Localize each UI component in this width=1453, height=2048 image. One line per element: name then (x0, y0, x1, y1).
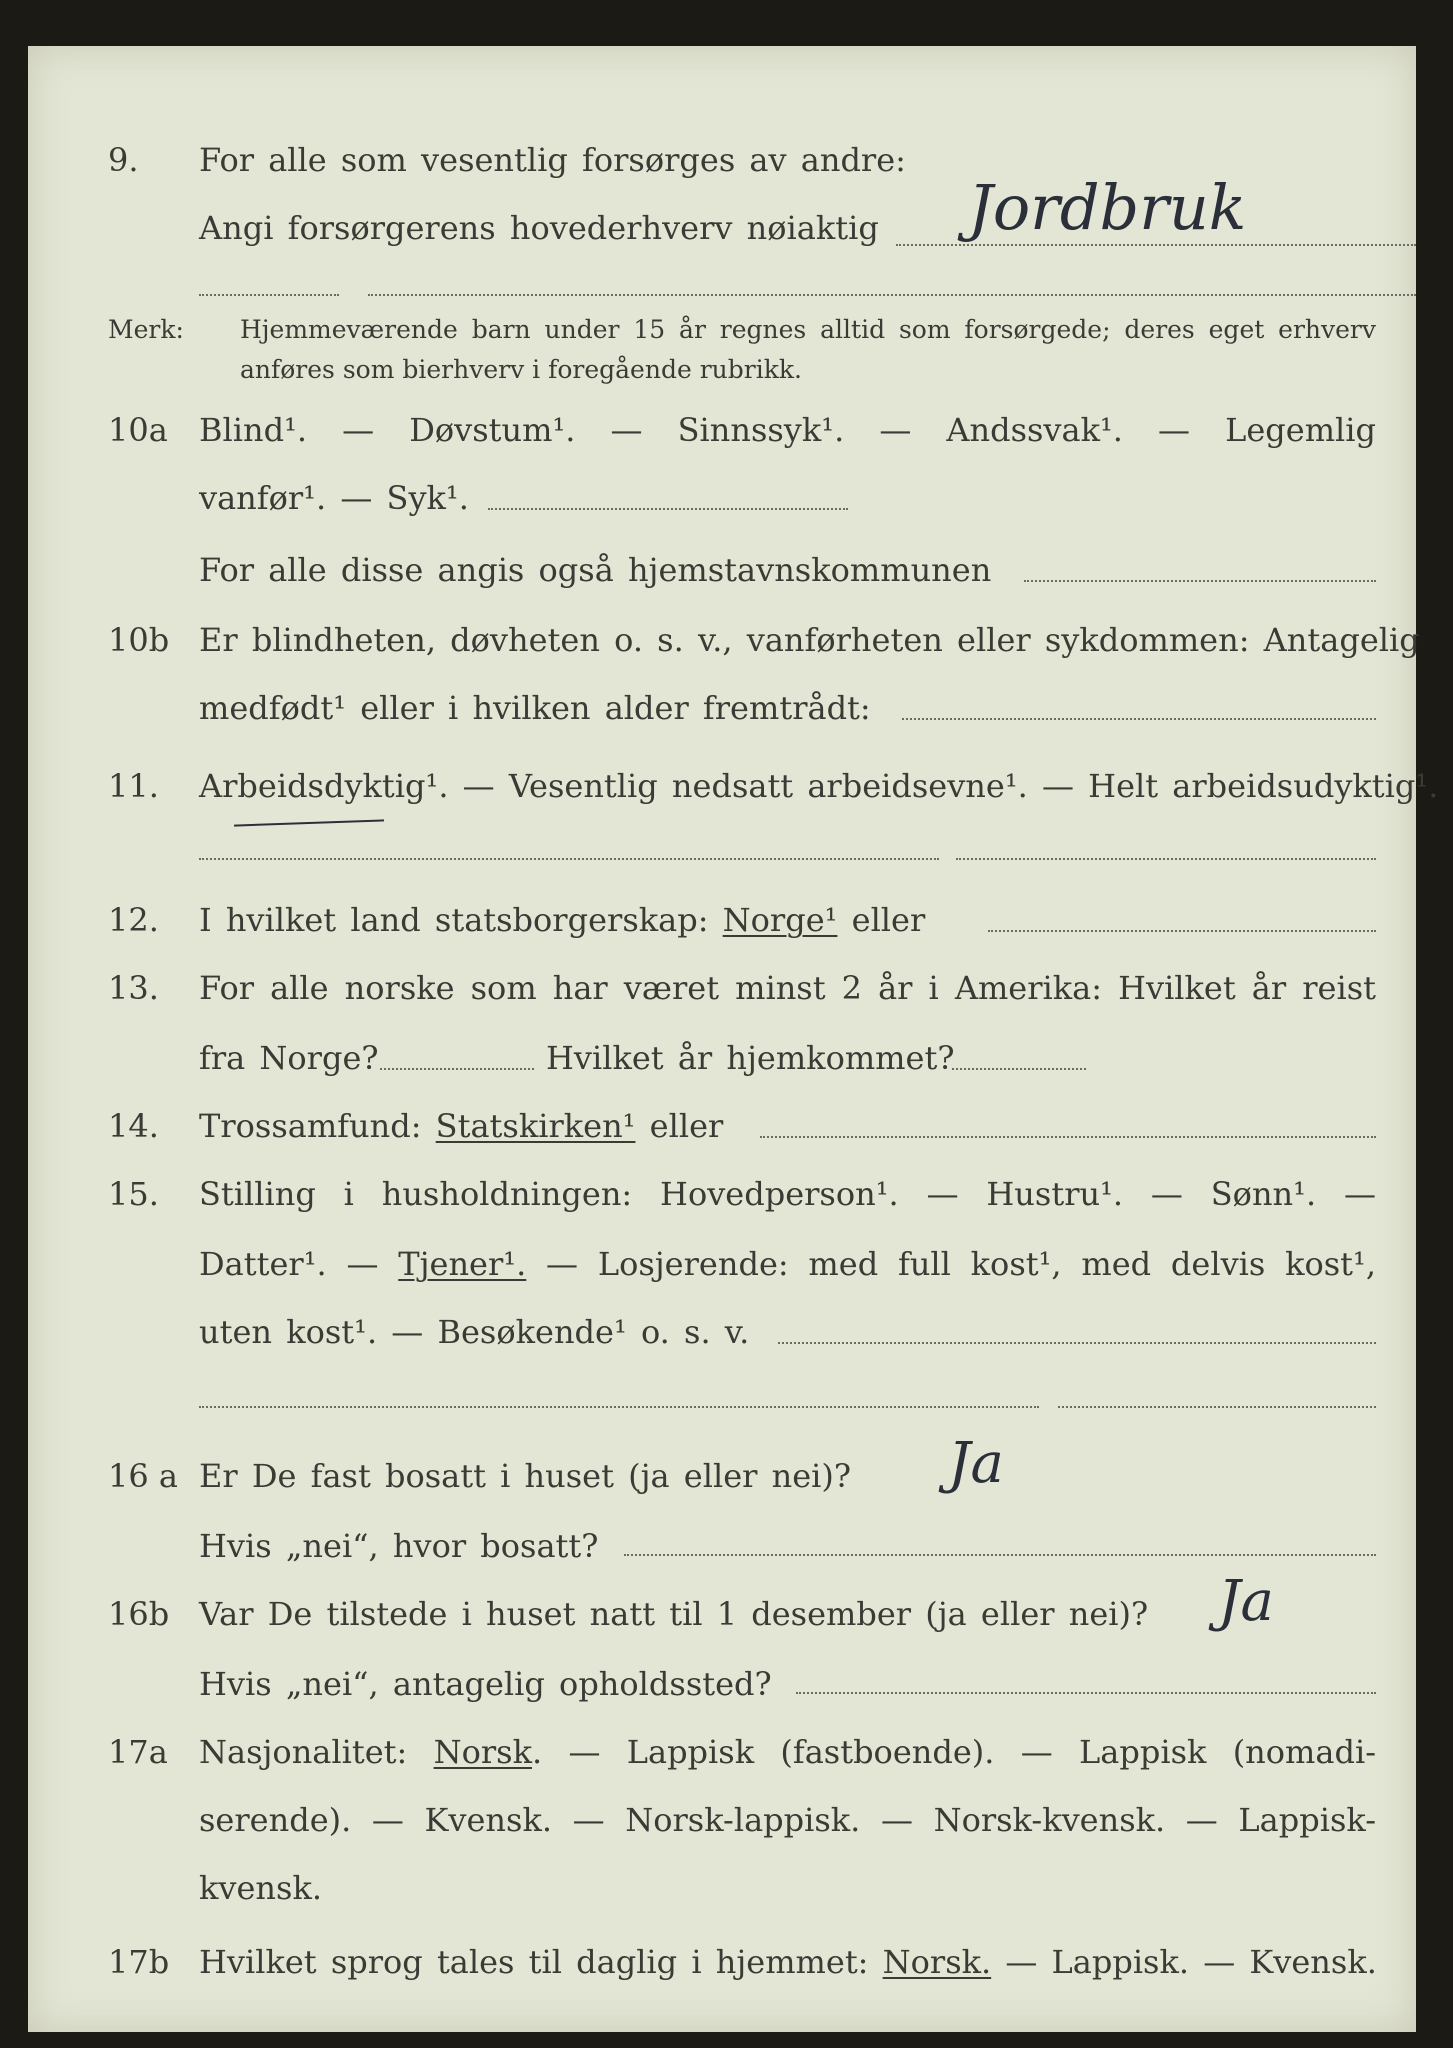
q15-text-3: uten kost¹. — Besøkende¹ o. s. v. (199, 1313, 750, 1351)
q15-extra-line-b (1058, 1406, 1376, 1408)
q17b-suffix: — Lappisk. — Kvensk. (991, 1943, 1377, 1981)
q10b-text-2: medfødt¹ eller i hvilken alder fremtrådt: (199, 689, 871, 727)
q17a-text-2: serende). — Kvensk. — Norsk-lappisk. — Norsk-kvensk. — Lappisk- (199, 1801, 1376, 1839)
q13-text-2a: fra Norge? (199, 1039, 379, 1077)
q10b-number: 10b (108, 621, 170, 659)
q17b-text (199, 1934, 1376, 1990)
q9-answer-line (896, 244, 1416, 246)
q11-row-1 (28, 758, 1439, 814)
q14-suffix: eller (635, 1107, 724, 1145)
q13-reist-line (380, 1068, 534, 1070)
q11-number: 11. (108, 767, 159, 805)
q13-row-2 (28, 1030, 1416, 1086)
q11-text-1: Arbeidsdyktig¹. — Vesentlig nedsatt arbeidsevne¹. — Helt arbeidsudyktig¹. (199, 767, 1439, 805)
q15-extra-line-a (199, 1406, 1039, 1408)
merk-label: Merk: (108, 315, 184, 344)
q15-number: 15. (108, 1175, 159, 1213)
q12-text (199, 892, 925, 948)
q12-row (28, 892, 1416, 948)
q10b-text-1: Er blindheten, døvheten o. s. v., vanførheten eller sykdommen: Antagelig (199, 621, 1420, 659)
merk-text-1: Hjemmeværende barn under 15 år regnes alltid som forsørgede; deres eget erhverv (240, 315, 1376, 344)
q12-prefix: I hvilket land statsborgerskap: (199, 901, 723, 939)
q9-extra-line-b (368, 294, 1416, 296)
q17b-prefix: Hvilket sprog tales til daglig i hjemmet: (199, 1943, 883, 1981)
q16a-row-1 (28, 1448, 1416, 1504)
q9-number: 9. (108, 141, 139, 179)
merk-text-2: anføres som bierhverv i foregående rubrikk. (240, 355, 802, 384)
q11-extra-line-a (199, 858, 939, 860)
q9-text-1: For alle som vesentlig forsørges av andre: (199, 141, 906, 179)
q10b-alder-line (902, 718, 1376, 720)
q15-row-2 (28, 1236, 1416, 1292)
q11-handwritten-mark (234, 819, 384, 826)
q15-text-2 (199, 1236, 1376, 1292)
q13-row-1 (28, 960, 1416, 1016)
q14-text (199, 1098, 723, 1154)
q17b-row (28, 1934, 1416, 1990)
q16a-text-1: Er De fast bosatt i huset (ja eller nei)? (199, 1457, 852, 1495)
q16b-text-1: Var De tilstede i huset natt til 1 desember (ja eller nei)? (199, 1595, 1149, 1633)
q10a-kommune-line (1024, 580, 1376, 582)
q17a-line1-suffix: . — Lappisk (fastboende). — Lappisk (nomadi- (531, 1733, 1377, 1771)
q13-hjemkommet-line (952, 1068, 1086, 1070)
q17a-row-3 (28, 1860, 1416, 1916)
q16a-handwritten-answer: Ja (948, 1431, 1004, 1496)
q10b-row-1 (28, 612, 1420, 668)
q15-selected-tjener: Tjener¹. (398, 1245, 527, 1283)
q10a-text-3: For alle disse angis også hjemstavnskommunen (199, 551, 992, 589)
q15-line2-suffix: — Losjerende: med full kost¹, med delvis kost¹, (526, 1245, 1377, 1283)
q16b-row-1 (28, 1586, 1416, 1642)
merk-note (28, 310, 1416, 390)
q16b-handwritten-answer: Ja (1218, 1569, 1274, 1634)
q10b-row-2 (28, 680, 1416, 736)
q11-extra-line-b (956, 858, 1376, 860)
q16a-bosatt-line (624, 1554, 1376, 1556)
q9-extra-line-a (199, 294, 339, 296)
q16b-text-2: Hvis „nei“, antagelig opholdssted? (199, 1665, 772, 1703)
q17a-row-1 (28, 1724, 1416, 1780)
q17b-number: 17b (108, 1943, 170, 1981)
q17a-row-2 (28, 1792, 1416, 1848)
q12-suffix: eller (837, 901, 926, 939)
q14-row (28, 1098, 1416, 1154)
q15-row-3 (28, 1304, 1416, 1360)
q10a-row-3 (28, 542, 1416, 598)
q16b-number: 16b (108, 1595, 170, 1633)
q16b-opholdssted-line (796, 1692, 1376, 1694)
q14-trossamfund-line (760, 1136, 1376, 1138)
q17a-selected-norsk: Norsk (433, 1733, 532, 1771)
q10a-row-2 (28, 470, 1416, 526)
q14-selected-statskirken: Statskirken¹ (435, 1107, 636, 1145)
q17a-line1-prefix: Nasjonalitet: (199, 1733, 434, 1771)
q16b-row-2 (28, 1656, 1416, 1712)
q17b-selected-norsk: Norsk. (882, 1943, 992, 1981)
q17a-text-1 (199, 1724, 1376, 1780)
q13-number: 13. (108, 969, 159, 1007)
q10a-syk-line (488, 508, 848, 510)
q15-text-1: Stilling i husholdningen: Hovedperson¹. — Hustru¹. — Sønn¹. — (199, 1175, 1376, 1213)
q12-selected-norge: Norge¹ (722, 901, 838, 939)
q9-handwritten-answer: Jordbruk (968, 171, 1247, 244)
q16a-text-2: Hvis „nei“, hvor bosatt? (199, 1527, 599, 1565)
q14-number: 14. (108, 1107, 159, 1145)
census-form-page (28, 46, 1439, 2032)
q13-text-2b: Hvilket år hjemkommet? (546, 1039, 955, 1077)
q16a-row-2 (28, 1518, 1416, 1574)
q15-row-1 (28, 1166, 1416, 1222)
q10a-number: 10a (108, 411, 168, 449)
q10a-text-1: Blind¹. — Døvstum¹. — Sinnssyk¹. — Andssvak¹. — Legemlig (199, 411, 1376, 449)
q10a-text-2: vanfør¹. — Syk¹. (199, 479, 469, 517)
q17a-number: 17a (108, 1733, 168, 1771)
q15-stilling-line (778, 1342, 1376, 1344)
q12-number: 12. (108, 901, 159, 939)
q17a-text-3: kvensk. (199, 1869, 322, 1907)
q14-prefix: Trossamfund: (199, 1107, 436, 1145)
q9-text-2: Angi forsørgerens hovederhverv nøiaktig (199, 209, 879, 247)
q16a-number: 16 a (108, 1457, 178, 1495)
q10a-row-1 (28, 402, 1416, 458)
q15-line2-prefix: Datter¹. — (199, 1245, 399, 1283)
q13-text-1: For alle norske som har været minst 2 år i Amerika: Hvilket år reist (199, 969, 1376, 1007)
q12-land-line (988, 930, 1376, 932)
